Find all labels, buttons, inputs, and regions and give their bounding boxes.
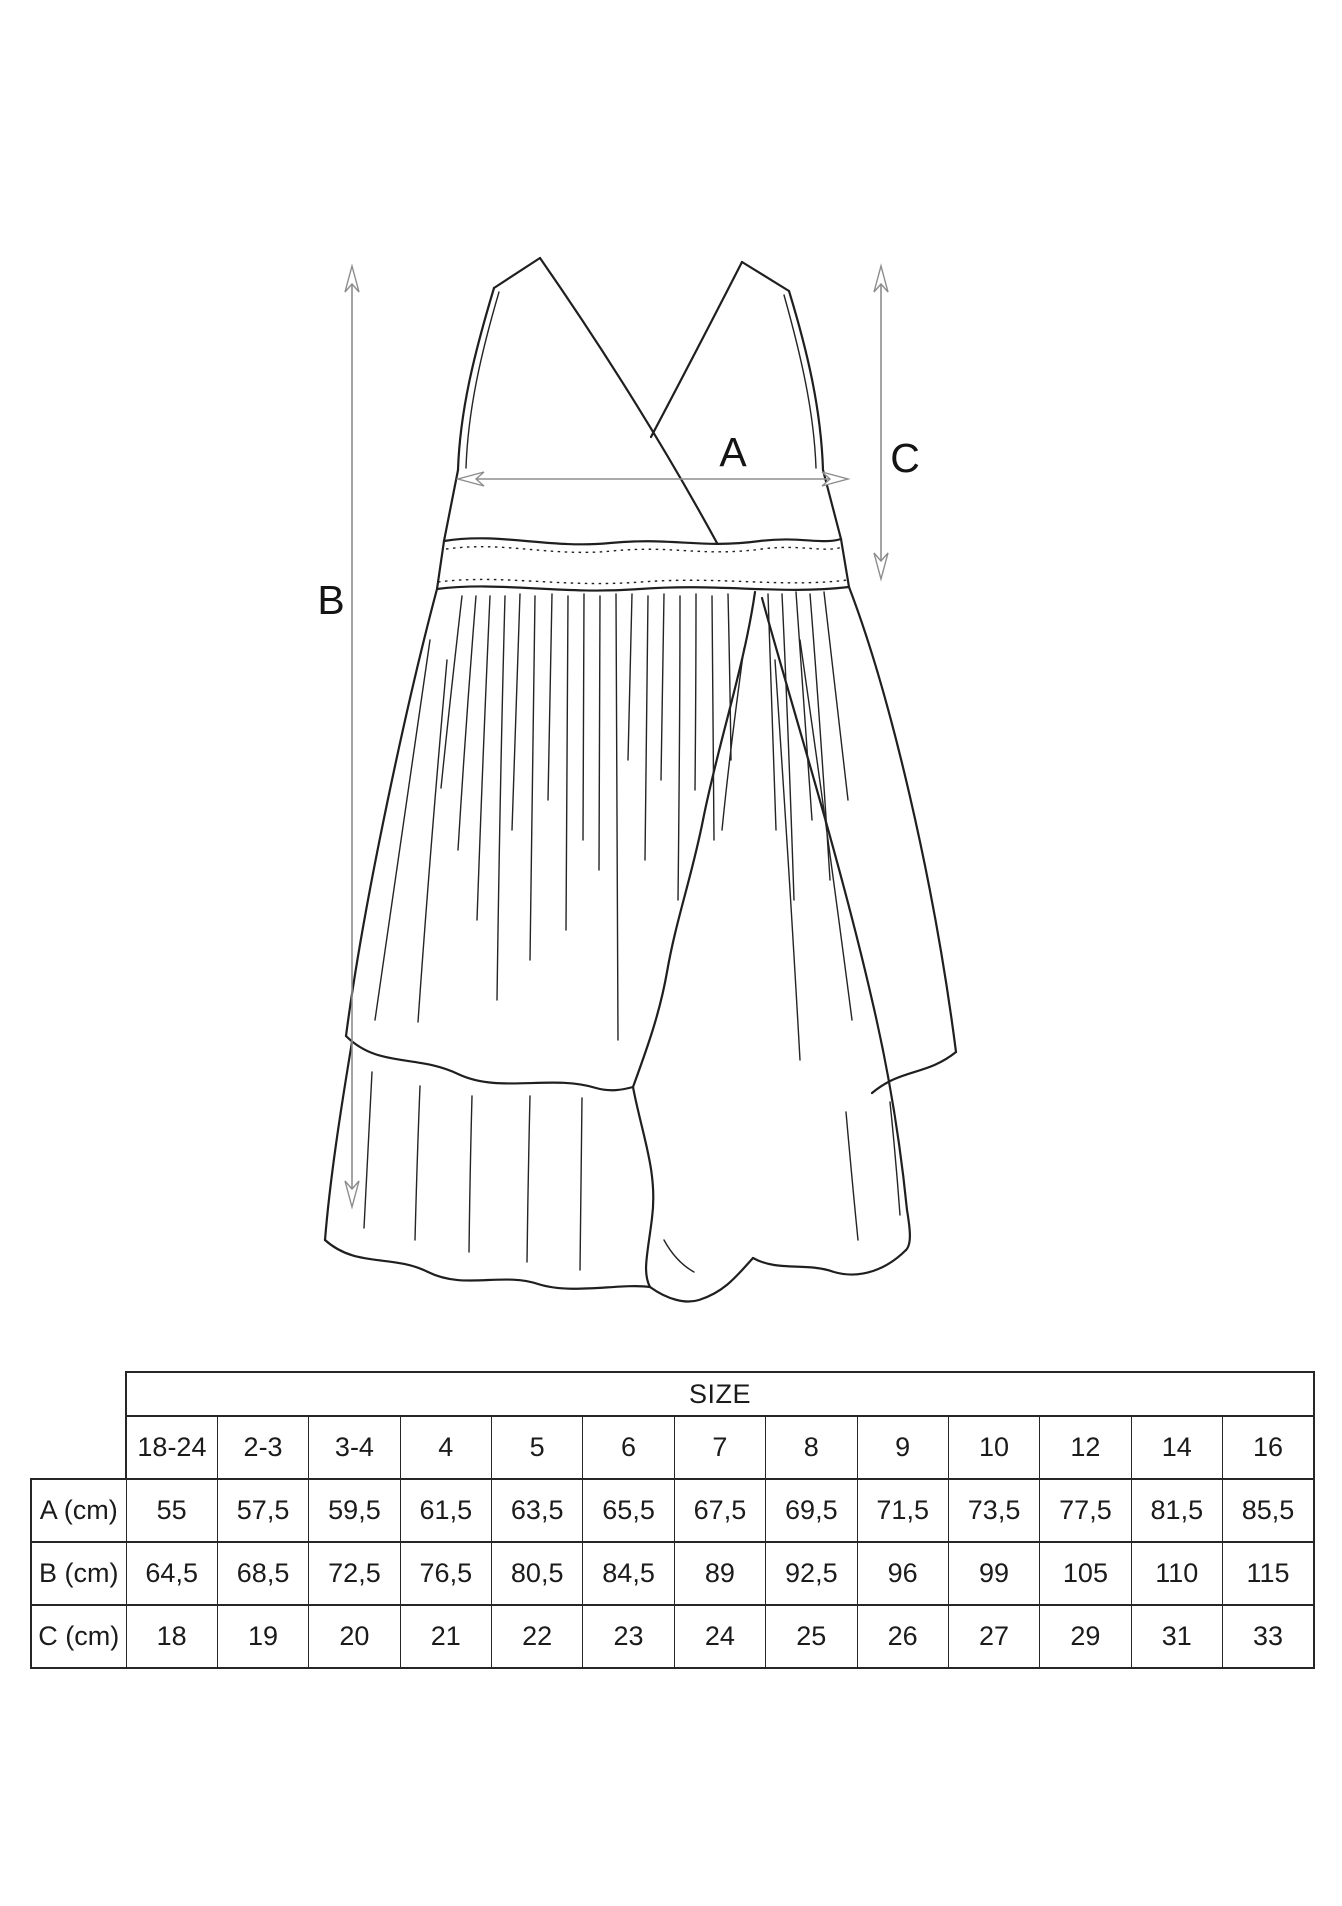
under-tier-hem-left xyxy=(325,1240,650,1289)
dimension-arrow-c xyxy=(874,266,888,579)
measurement-row-label: B (cm) xyxy=(31,1542,126,1605)
size-column-header: 3-4 xyxy=(309,1416,400,1479)
measurement-value-cell: 80,5 xyxy=(492,1542,583,1605)
ruffle-tail xyxy=(650,1258,753,1301)
dimension-label-b: B xyxy=(317,577,345,623)
measurement-value-cell: 59,5 xyxy=(309,1479,400,1542)
under-tier-hem-right xyxy=(753,1250,906,1275)
measurement-value-cell: 71,5 xyxy=(857,1479,948,1542)
measurement-value-cell: 64,5 xyxy=(126,1542,217,1605)
size-column-header: 12 xyxy=(1040,1416,1131,1479)
measurement-value-cell: 115 xyxy=(1223,1542,1315,1605)
size-column-header: 14 xyxy=(1131,1416,1222,1479)
measurement-value-cell: 22 xyxy=(492,1605,583,1668)
measurement-value-cell: 61,5 xyxy=(400,1479,491,1542)
size-column-header: 7 xyxy=(674,1416,765,1479)
measurement-value-cell: 21 xyxy=(400,1605,491,1668)
size-table-wrap xyxy=(30,1371,1315,1669)
dimension-arrow-a xyxy=(458,472,848,486)
size-column-header: 10 xyxy=(948,1416,1039,1479)
size-column-header: 4 xyxy=(400,1416,491,1479)
measurement-value-cell: 69,5 xyxy=(766,1479,857,1542)
measurement-value-cell: 92,5 xyxy=(766,1542,857,1605)
measurement-value-cell: 81,5 xyxy=(1131,1479,1222,1542)
measurement-value-cell: 19 xyxy=(217,1605,308,1668)
gather-lines xyxy=(364,592,900,1272)
measurement-value-cell: 73,5 xyxy=(948,1479,1039,1542)
measurement-value-cell: 68,5 xyxy=(217,1542,308,1605)
size-column-header: 5 xyxy=(492,1416,583,1479)
measurement-value-cell: 67,5 xyxy=(674,1479,765,1542)
measurement-row-label: A (cm) xyxy=(31,1479,126,1542)
dress-bodice xyxy=(444,258,841,543)
dimension-label-c: C xyxy=(890,435,920,481)
measurement-value-cell: 33 xyxy=(1223,1605,1315,1668)
size-header-cell: SIZE xyxy=(126,1372,1314,1416)
measurement-value-cell: 18 xyxy=(126,1605,217,1668)
dimension-label-a: A xyxy=(719,429,747,475)
size-column-header: 18-24 xyxy=(126,1416,217,1479)
table-corner-spacer xyxy=(31,1416,126,1479)
size-table xyxy=(30,1371,1315,1669)
measurement-row-label: C (cm) xyxy=(31,1605,126,1668)
table-corner-spacer xyxy=(31,1372,126,1416)
size-column-header: 2-3 xyxy=(217,1416,308,1479)
measurement-value-cell: 77,5 xyxy=(1040,1479,1131,1542)
size-column-header: 16 xyxy=(1223,1416,1315,1479)
measurement-value-cell: 72,5 xyxy=(309,1542,400,1605)
dress-skirt xyxy=(325,587,956,1301)
measurement-value-cell: 31 xyxy=(1131,1605,1222,1668)
size-column-header: 6 xyxy=(583,1416,674,1479)
measurement-value-cell: 85,5 xyxy=(1223,1479,1315,1542)
measurement-value-cell: 26 xyxy=(857,1605,948,1668)
dress-waistband xyxy=(437,538,849,590)
measurement-value-cell: 63,5 xyxy=(492,1479,583,1542)
measurement-value-cell: 29 xyxy=(1040,1605,1131,1668)
size-column-header: 8 xyxy=(766,1416,857,1479)
measurement-value-cell: 76,5 xyxy=(400,1542,491,1605)
measurement-value-cell: 84,5 xyxy=(583,1542,674,1605)
measurement-value-cell: 110 xyxy=(1131,1542,1222,1605)
measurement-value-cell: 89 xyxy=(674,1542,765,1605)
measurement-value-cell: 55 xyxy=(126,1479,217,1542)
dress-sketch xyxy=(325,258,956,1301)
wrap-neckline-right xyxy=(651,262,742,437)
ruffle-cascade-edge xyxy=(633,592,755,1087)
measurement-value-cell: 24 xyxy=(674,1605,765,1668)
wrap-neckline-left xyxy=(540,258,717,543)
measurement-value-cell: 65,5 xyxy=(583,1479,674,1542)
measurement-value-cell: 20 xyxy=(309,1605,400,1668)
measurement-value-cell: 23 xyxy=(583,1605,674,1668)
measurement-value-cell: 25 xyxy=(766,1605,857,1668)
measurement-value-cell: 57,5 xyxy=(217,1479,308,1542)
measurement-value-cell: 99 xyxy=(948,1542,1039,1605)
measurement-value-cell: 105 xyxy=(1040,1542,1131,1605)
measurement-value-cell: 27 xyxy=(948,1605,1039,1668)
size-column-header: 9 xyxy=(857,1416,948,1479)
measurement-value-cell: 96 xyxy=(857,1542,948,1605)
